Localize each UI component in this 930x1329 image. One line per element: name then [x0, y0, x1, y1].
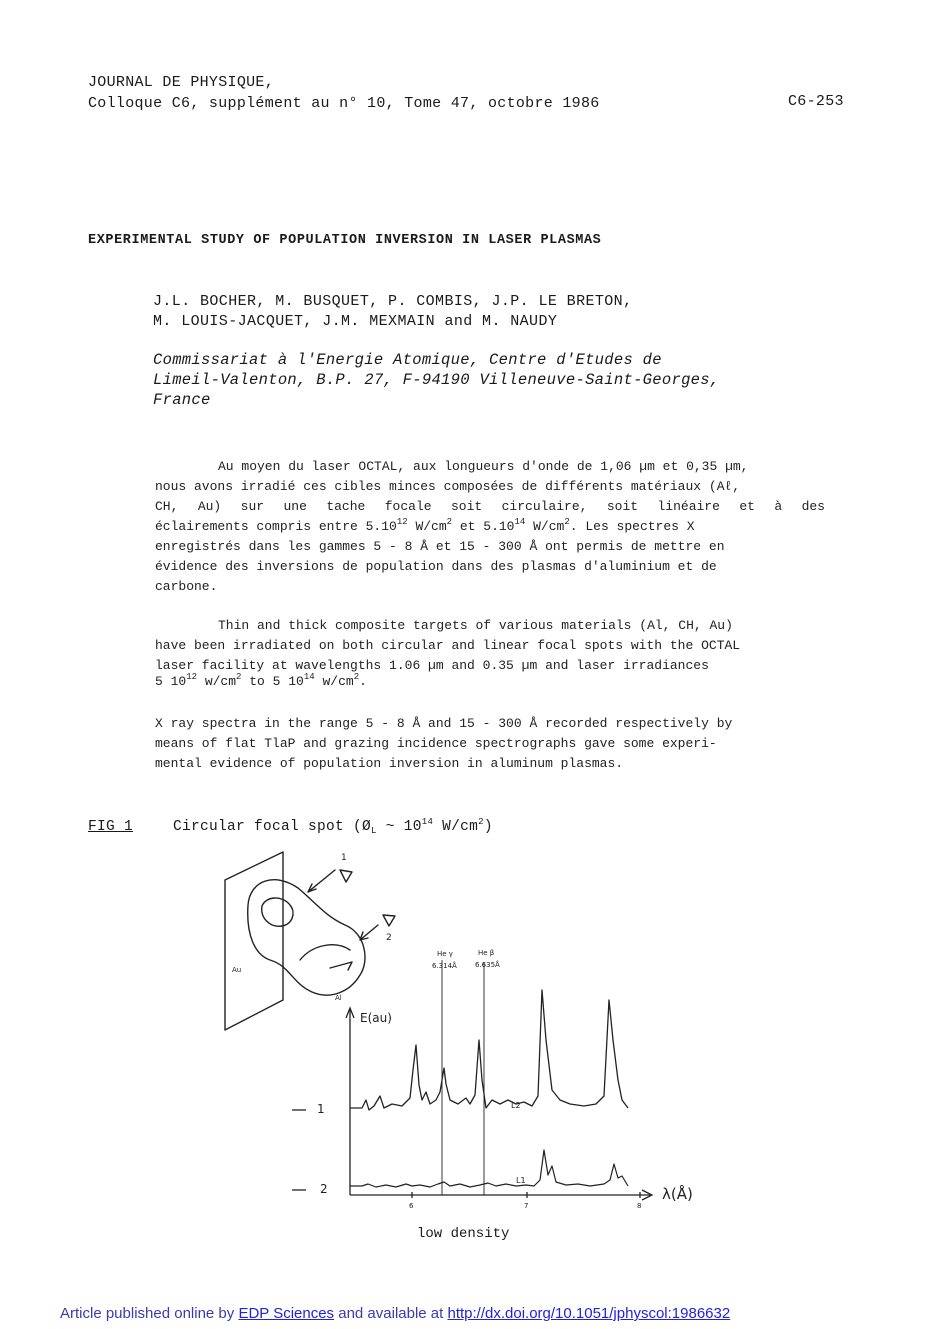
abstract-line: mental evidence of population inversion in aluminum plasmas. [155, 756, 624, 771]
sketch-label-1: 1 [341, 853, 347, 863]
abstract-line: 5 $10^{12}$ $w/cm^2$ to 5 $10^{14}$ $w/cm^2$. [155, 672, 367, 689]
sketch-label-au: Au [232, 966, 242, 974]
marker-heb-value: 6.635Å [475, 961, 500, 969]
tick-8-label: 8 [637, 1202, 642, 1210]
publication-footer [60, 1305, 730, 1322]
affiliation-line-3: France [153, 391, 211, 409]
resume-line: nous avons irradié ces cibles minces composées de différents matériaux (Aℓ, [155, 479, 741, 494]
target-slab [225, 852, 283, 1030]
figure-label: FIG 1 [88, 819, 134, 835]
x-axis-label: λ(Å) [662, 1185, 693, 1203]
page-code: C6-253 [788, 93, 844, 110]
view-arrow-2 [360, 925, 378, 940]
affiliation-line-2: Limeil-Valenton, B.P. 27, F-94190 Villeneuve-Saint-Georges, [153, 371, 720, 389]
publisher-link[interactable]: EDP Sciences [238, 1305, 335, 1322]
resume-line: enregistrés dans les gammes 5 - 8 Å et 15 - 300 Å ont permis de mettre en [155, 539, 725, 554]
plume-cut [300, 945, 350, 960]
journal-name: JOURNAL DE PHYSIQUE, [88, 74, 275, 91]
abstract-line: laser facility at wavelengths 1.06 µm and 0.35 µm and laser irradiances [155, 658, 709, 673]
resume-line: évidence des inversions de population dans des plasmas d'aluminium et de [155, 559, 717, 574]
authors-line-2: M. LOUIS-JACQUET, J.M. MEXMAIN and M. NAUDY [153, 313, 558, 330]
tick-7-label: 7 [524, 1202, 529, 1210]
resume-line: Au moyen du laser OCTAL, aux longueurs d'onde de 1,06 µm et 0,35 µm, [218, 459, 749, 474]
eye-1 [340, 870, 352, 882]
plume-inner [262, 898, 293, 926]
abstract-line: means of flat TlaP and grazing incidence spectrographs gave some experi- [155, 736, 717, 751]
plume-arrow [330, 962, 352, 970]
paper-title: EXPERIMENTAL STUDY OF POPULATION INVERSION IN LASER PLASMAS [88, 233, 602, 248]
plasma-plume [248, 880, 365, 995]
authors-line-1: J.L. BOCHER, M. BUSQUET, P. COMBIS, J.P. LE BRETON, [153, 293, 633, 310]
affiliation-line-1: Commissariat à l'Energie Atomique, Centre d'Etudes de [153, 351, 662, 369]
footer-prefix: Article published online by [60, 1305, 239, 1322]
resume-line: carbone. [155, 579, 218, 594]
doi-link[interactable]: http://dx.doi.org/10.1051/jphyscol:1986632 [447, 1305, 731, 1322]
trace-2 [350, 1150, 628, 1187]
figure-caption: Circular focal spot ($Ø_L$ ~ $10^{14}$ $W/cm^2$) [173, 817, 493, 836]
marker-hey-value: 6.314Å [432, 962, 457, 970]
abstract-line: have been irradiated on both circular and linear focal spots with the OCTAL [155, 638, 741, 653]
abstract-line: X ray spectra in the range 5 - 8 Å and 15 - 300 Å recorded respectively by [155, 716, 733, 731]
tick-6-label: 6 [409, 1202, 414, 1210]
trace-2-label: 2 [320, 1182, 328, 1196]
footer-middle: and available at [334, 1305, 448, 1322]
marker-hey-label: He γ [437, 950, 453, 958]
view-arrow-1 [308, 870, 335, 892]
marker-heb-label: He β [478, 949, 495, 957]
colloque-line: Colloque C6, supplément au n° 10, Tome 47, octobre 1986 [88, 95, 600, 112]
line-label-l1: L1 [516, 1176, 526, 1185]
resume-line: CH, Au) sur une tache focale soit circulaire, soit linéaire et à des [155, 499, 825, 514]
sketch-label-2: 2 [386, 933, 392, 943]
trace-1-label: 1 [317, 1102, 325, 1116]
abstract-line: Thin and thick composite targets of various materials (Al, CH, Au) [218, 618, 733, 633]
sketch-label-al: Al [335, 994, 342, 1002]
y-axis-label: E(au) [360, 1011, 392, 1025]
figure-subcaption: low density [417, 1226, 510, 1242]
eye-2 [383, 915, 395, 926]
trace-1 [350, 990, 628, 1110]
resume-line: éclairements compris entre 5.10$^{12}$ $W/cm^2$ et 5.10$^{14}$ $W/cm^2$. Les spectres X [155, 517, 695, 534]
line-label-l2: L2 [511, 1101, 521, 1110]
